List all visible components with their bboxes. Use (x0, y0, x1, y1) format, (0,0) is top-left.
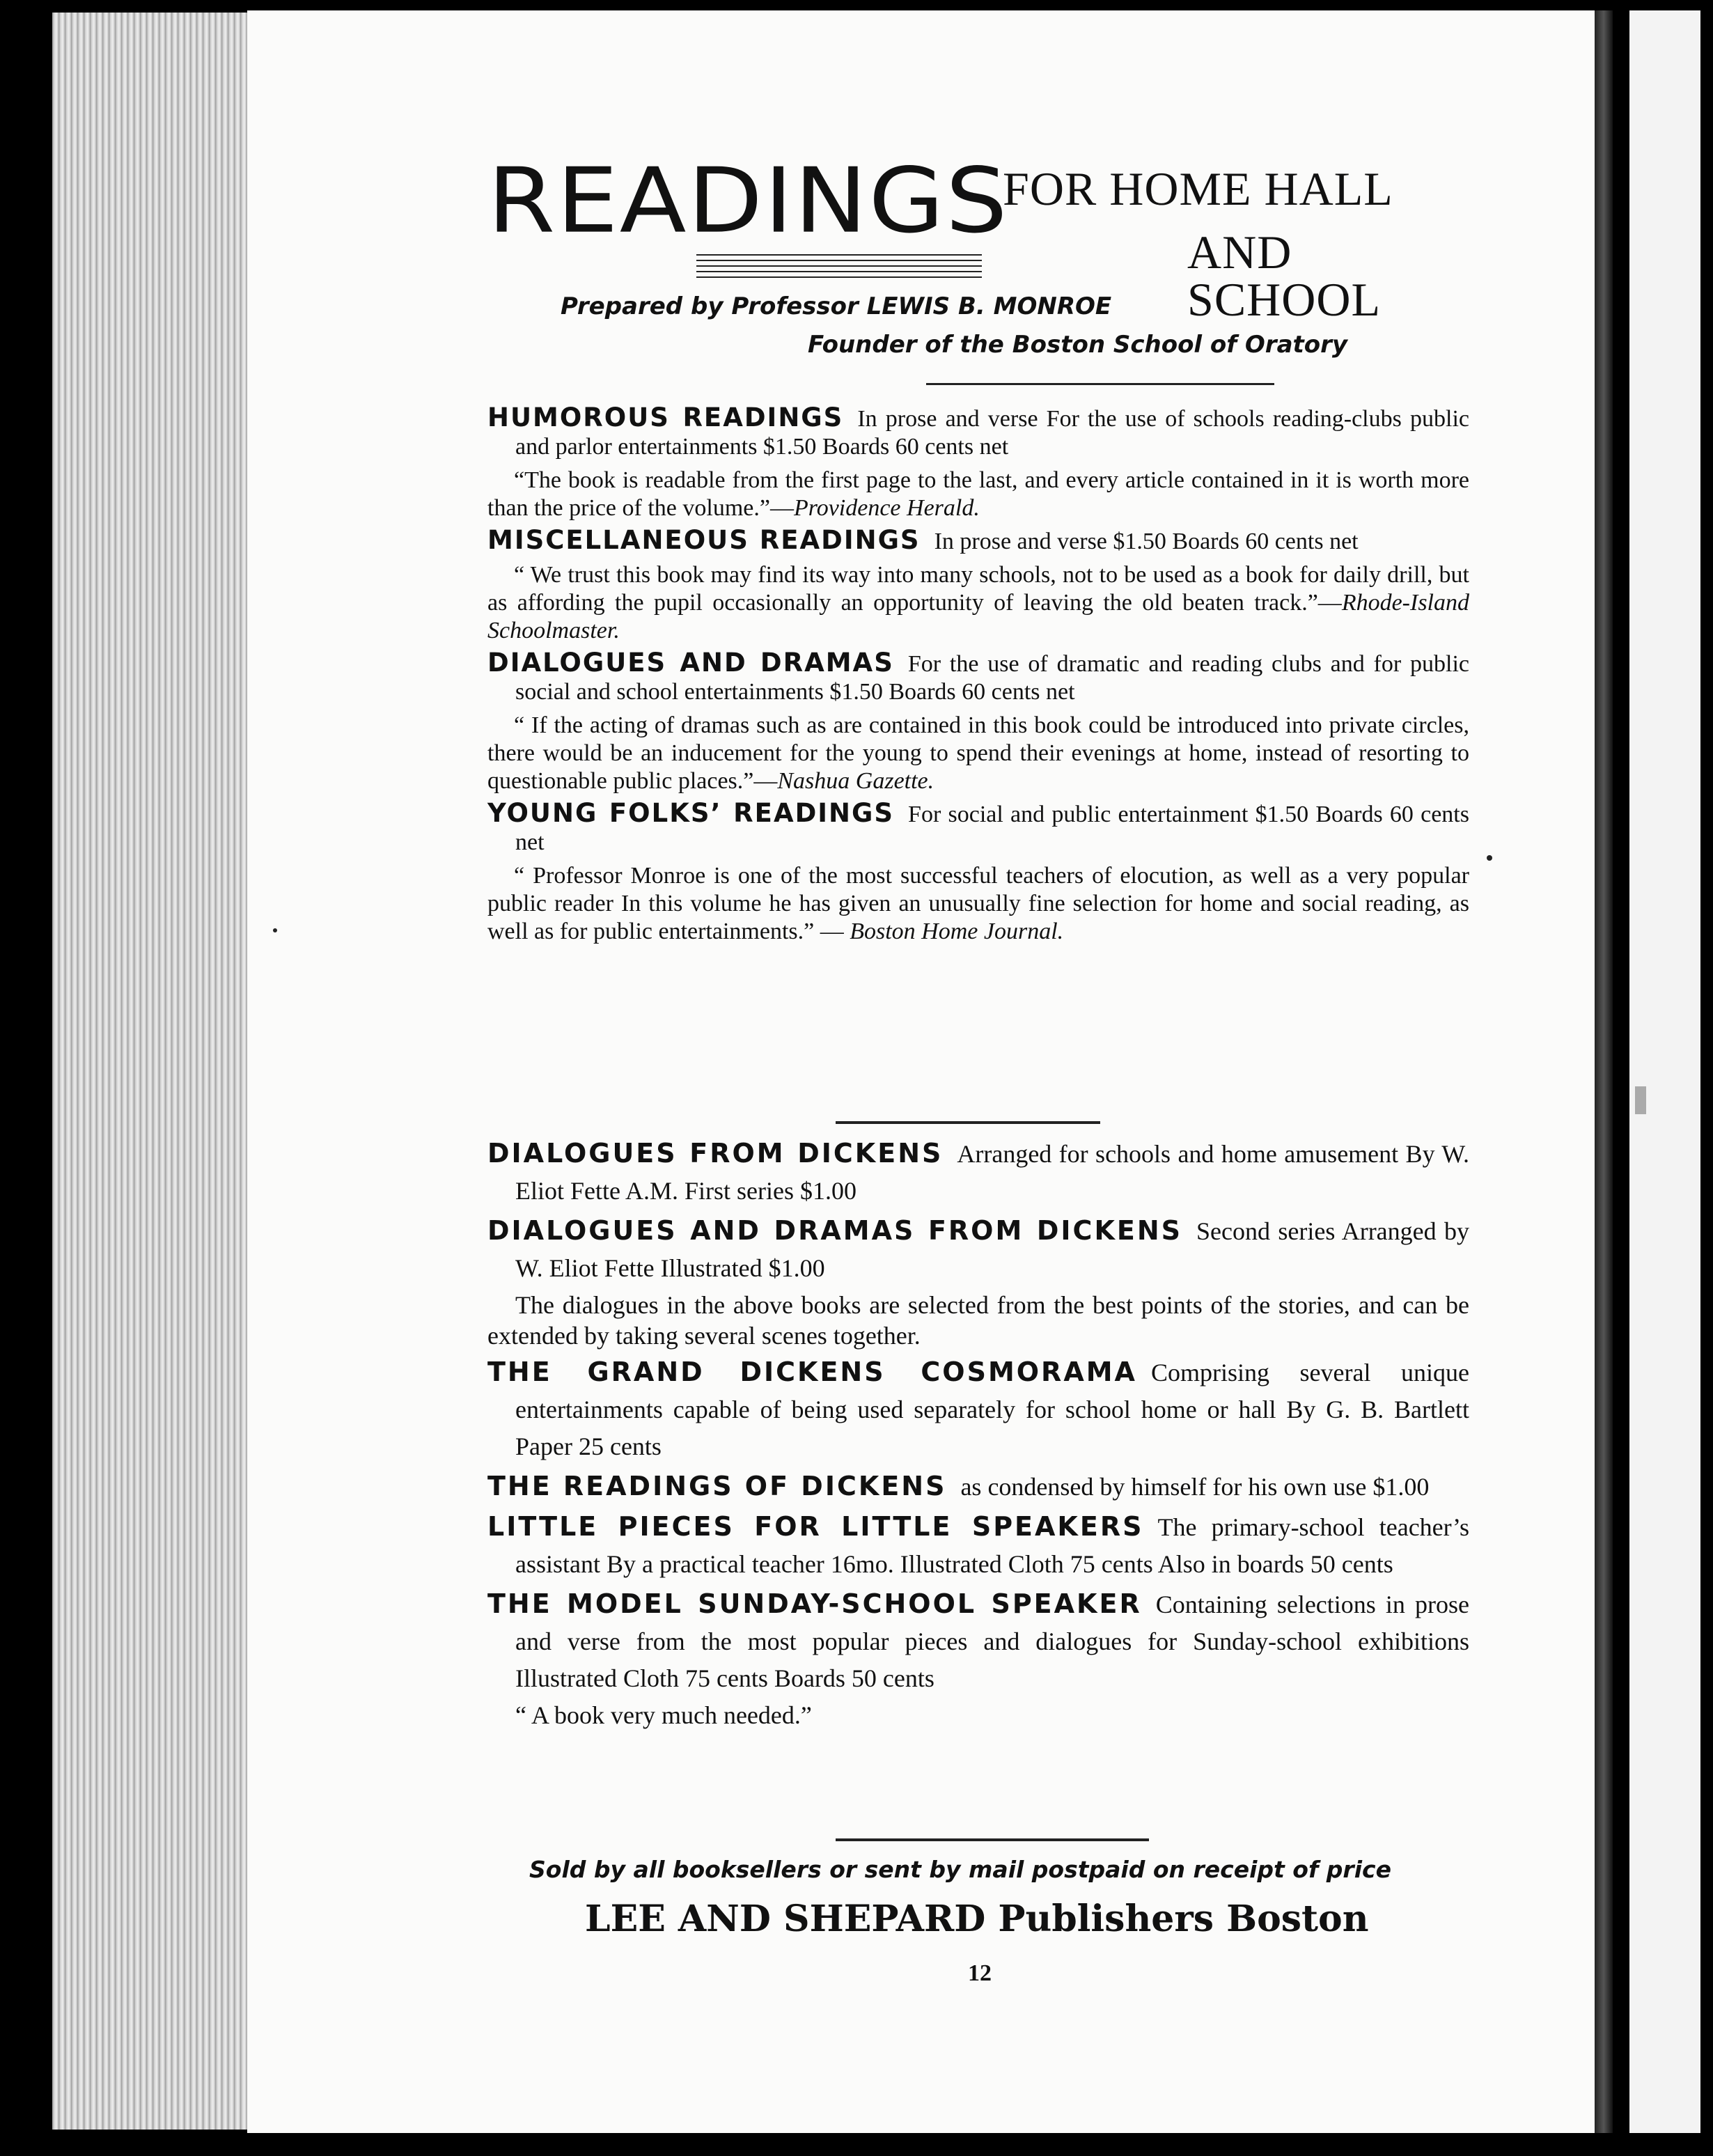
book-description: The primary-school teacher’s assistant By a practical teacher 16mo. Illustrated Cloth 75 cents Also in boards 50 cents (515, 1513, 1469, 1578)
page-gutter-shadow (1595, 10, 1613, 2133)
book-note: “ A book very much needed.” (515, 1701, 812, 1729)
review-text: “The book is readable from the first page to the last, and every article contained in it is worth more than the price of the volume.”— (487, 467, 1469, 521)
review-source: Boston Home Journal. (850, 919, 1064, 944)
review-text: “ If the acting of dramas such as are contained in this book could be introduced into private circles, there would be an inducement for the young to spend their evenings at home, instead of resorting to questionable public places.”— (487, 712, 1469, 794)
book-description: For the use of dramatic and reading clubs and for public social and school entertainments $1.50 Boards 60 cents net (515, 651, 1469, 705)
advertisement-content (487, 148, 1469, 1986)
book-description: In prose and verse $1.50 Boards 60 cents net (934, 529, 1359, 554)
review-text: “ We trust this book may find its way into many schools, not to be used as a book for daily drill, but as affording the pupil occasionally an opportunity of leaving the old beaten track.”— (487, 562, 1469, 616)
dickens-book-list (487, 1135, 1469, 1733)
adjacent-page-mark (1635, 1086, 1646, 1114)
book-title: LITTLE PIECES FOR LITTLE SPEAKERS (487, 1511, 1144, 1542)
book-title: THE MODEL SUNDAY-SCHOOL SPEAKER (487, 1588, 1142, 1619)
book-page (247, 10, 1595, 2133)
title-and-line: AND SCHOOL (1187, 226, 1382, 326)
ink-speck (1487, 855, 1492, 861)
book-description: Containing selections in prose and verse from the most popular pieces and dialogues for Sunday-school exhibitions Illustrated Cloth 75 cents Boards 50 cents (515, 1591, 1469, 1692)
divider-rule (836, 1838, 1149, 1841)
title-readings: READINGS (487, 148, 1009, 253)
book-title: DIALOGUES FROM DICKENS (487, 1138, 944, 1169)
book-entry (487, 1212, 1469, 1287)
book-title: MISCELLANEOUS READINGS (487, 525, 921, 555)
ink-speck (273, 928, 277, 932)
book-note: The dialogues in the above books are selected from the best points of the stories, and can be extended by taking several scenes together. (487, 1291, 1469, 1350)
book-entry (487, 1468, 1469, 1506)
title-for-line: FOR HOME HALL (1003, 162, 1393, 215)
book-description: Arranged for schools and home amusement By W. Eliot Fette A.M. First series $1.00 (515, 1140, 1469, 1205)
book-title: THE READINGS OF DICKENS (487, 1471, 947, 1501)
book-description: Comprising several unique entertainments capable of being used separately for school home or hall By G. B. Bartlett Paper 25 cents (515, 1359, 1469, 1460)
book-description: For social and public entertainment $1.50 Boards 60 cents net (515, 802, 1469, 855)
book-entry (487, 1354, 1469, 1465)
book-title: HUMOROUS READINGS (487, 403, 844, 432)
title-underline-ornament (696, 254, 982, 279)
review-quote (487, 712, 1469, 795)
book-entry (487, 1135, 1469, 1210)
book-entry (487, 1508, 1469, 1583)
book-entry (487, 799, 1469, 857)
review-quote (487, 561, 1469, 645)
prepared-by-line: Prepared by Professor LEWIS B. MONROE (561, 292, 1112, 320)
page-number: 12 (968, 1960, 992, 1986)
sold-by-notice: Sold by all booksellers or sent by mail postpaid on receipt of price (529, 1856, 1391, 1883)
divider-rule (836, 1121, 1100, 1124)
book-title: YOUNG FOLKS’ READINGS (487, 798, 895, 828)
review-quote (487, 467, 1469, 522)
book-page-edges (52, 13, 251, 2130)
book-title: DIALOGUES AND DRAMAS (487, 648, 894, 678)
book-description: In prose and verse For the use of schools reading-clubs public and parlor entertainments $1.50 Boards 60 cents net (515, 406, 1469, 460)
monroe-book-list (487, 404, 1469, 950)
book-entry (487, 1586, 1469, 1697)
review-source: Nashua Gazette. (777, 768, 934, 794)
review-source: Providence Herald. (793, 495, 980, 521)
adjacent-page-edge (1629, 10, 1700, 2133)
book-title: THE GRAND DICKENS COSMORAMA (487, 1357, 1137, 1387)
publisher-name: LEE AND SHEPARD Publishers Boston (585, 1898, 1369, 1940)
review-text: “ Professor Monroe is one of the most successful teachers of elocution, as well as a very popular public reader In this volume he has given an unusually fine selection for home and social reading, as well as for public entertainments.” — (487, 863, 1469, 944)
book-entry (487, 526, 1469, 556)
review-source: Rhode-Island Schoolmaster. (487, 590, 1469, 643)
book-description: Second series Arranged by W. Eliot Fette Illustrated $1.00 (515, 1217, 1469, 1282)
book-entry (487, 404, 1469, 461)
book-title: DIALOGUES AND DRAMAS FROM DICKENS (487, 1215, 1183, 1246)
review-quote (487, 862, 1469, 946)
divider-rule (926, 383, 1274, 385)
book-entry (487, 649, 1469, 706)
founder-line: Founder of the Boston School of Oratory (808, 331, 1348, 359)
book-description: as condensed by himself for his own use $1.00 (960, 1473, 1430, 1501)
